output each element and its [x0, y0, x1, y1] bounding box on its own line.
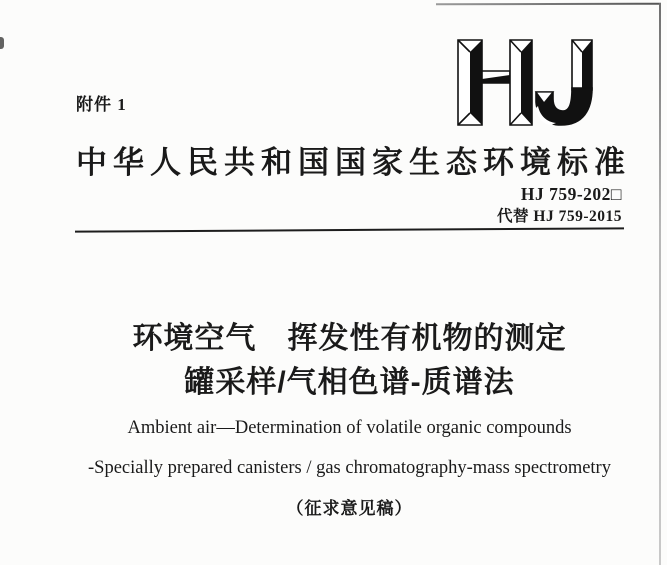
- hj-logo: [450, 30, 600, 132]
- standard-number: HJ 759-202□: [520, 184, 622, 204]
- draft-status-label: （征求意见稿）: [286, 499, 413, 518]
- scan-artifact-top-edge: [436, 3, 661, 6]
- attachment-label: 附件 1: [76, 95, 127, 114]
- standard-number-block: [75, 184, 622, 227]
- scan-artifact-right-edge: [659, 3, 661, 565]
- standard-org-title: 中华人民共和国国家生态环境标准: [76, 145, 631, 180]
- title-en-line1: Ambient air—Determination of volatile organic compounds: [127, 418, 572, 438]
- replaces-note: 代替 HJ 759-2015: [497, 208, 622, 225]
- title-en-line2: -Specially prepared canisters / gas chromatography-mass spectrometry: [88, 458, 611, 478]
- title-cn-line1: 环境空气 挥发性有机物的测定: [132, 322, 567, 355]
- header-rule: [75, 227, 624, 233]
- title-cn-line2: 罐采样/气相色谱-质谱法: [184, 366, 515, 399]
- scan-artifact-left-edge: [0, 37, 4, 49]
